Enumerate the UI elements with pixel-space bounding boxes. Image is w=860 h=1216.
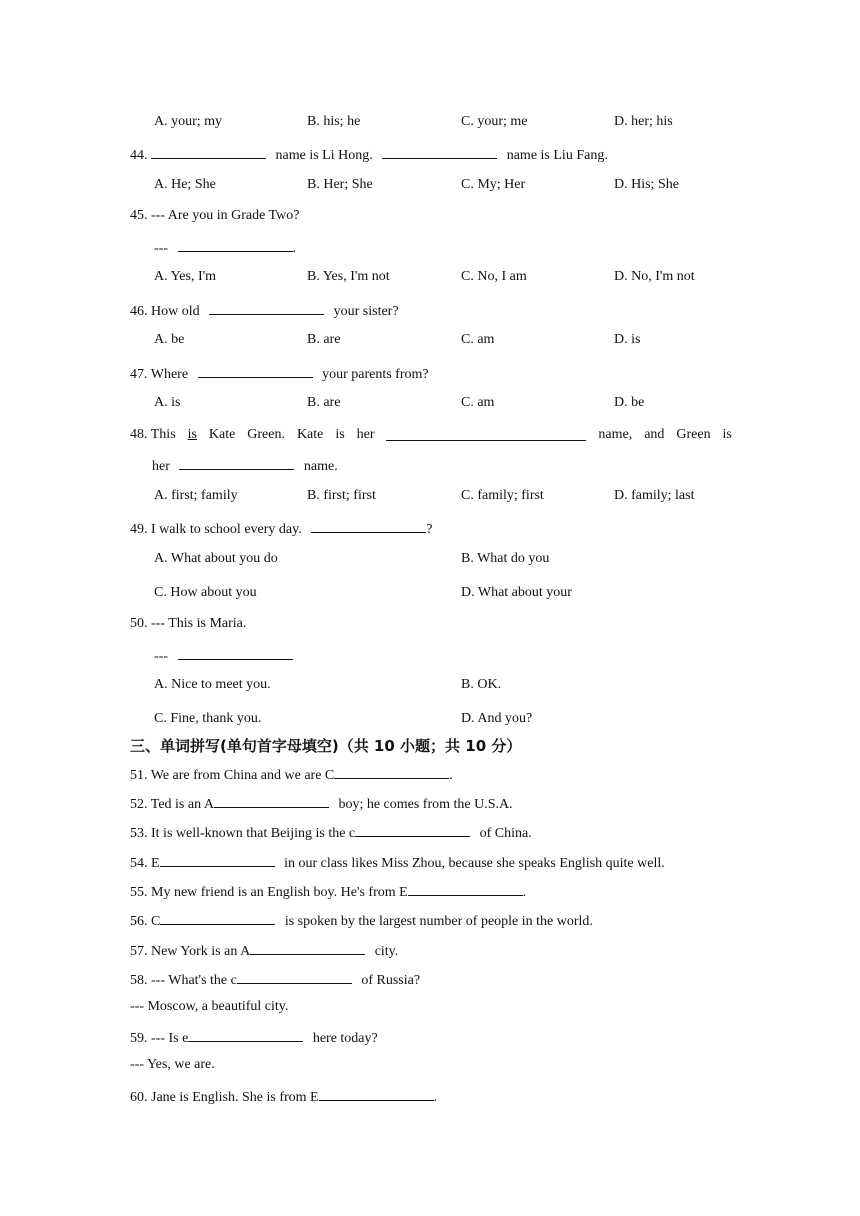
q48-word-kate: Kate: [208, 427, 236, 442]
q44-option-a: A. He; She: [154, 177, 216, 192]
q49-option-b: B. What do you: [461, 551, 550, 566]
q43-option-c: C. your; me: [461, 114, 528, 129]
q48-line2-text-1: her: [152, 459, 170, 474]
q58-answer: --- Moscow, a beautiful city.: [130, 999, 289, 1014]
q46-option-a: A. be: [154, 332, 185, 347]
q48-word-green-2: Green: [676, 427, 711, 442]
q59: [130, 1027, 378, 1048]
q56-text-1: 56. C: [130, 914, 161, 929]
q47-option-d: D. be: [614, 395, 645, 410]
q52-blank: [214, 793, 329, 808]
q48-line2-text-2: name.: [303, 459, 338, 474]
section-3-heading: 三、单词拼写(单句首字母填空)（共 10 小题；共 10 分）: [130, 737, 522, 755]
q45-response: [154, 237, 296, 258]
q48-stem-line-1: [130, 426, 732, 444]
q44-text-2: name is Liu Fang.: [506, 148, 608, 163]
q47-text-1: 47. Where: [130, 367, 189, 382]
q43-option-d: D. her; his: [614, 114, 673, 129]
q57-text-1: 57. New York is an A: [130, 944, 251, 959]
q48-blank-2: [179, 455, 294, 470]
q57-blank: [250, 940, 365, 955]
q53: [130, 822, 532, 843]
q53-text-1: 53. It is well-known that Beijing is the c: [130, 826, 356, 841]
q49-blank: [311, 518, 426, 533]
q52-text-1: 52. Ted is an A: [130, 797, 214, 812]
q60: [130, 1086, 437, 1107]
q54-text-1: 54. E: [130, 856, 160, 871]
q57: [130, 940, 398, 961]
q45-stem: 45. --- Are you in Grade Two?: [130, 208, 300, 223]
q49-stem: [130, 518, 432, 539]
q44-number: 44.: [130, 148, 148, 163]
q45-option-c: C. No, I am: [461, 269, 527, 284]
q49-option-a: A. What about you do: [154, 551, 278, 566]
q60-blank: [319, 1086, 434, 1101]
q51: [130, 764, 453, 785]
q46-option-c: C. am: [461, 332, 495, 347]
q48-option-c: C. family; first: [461, 488, 544, 503]
q57-text-2: city.: [374, 944, 399, 959]
q50-option-c: C. Fine, thank you.: [154, 711, 262, 726]
q48-blank-1: [386, 426, 586, 441]
q44-blank-1: [151, 144, 266, 159]
q44-option-d: D. His; She: [614, 177, 679, 192]
q44-option-c: C. My; Her: [461, 177, 526, 192]
q48-word-green: Green.: [247, 427, 285, 442]
q48-option-b: B. first; first: [307, 488, 376, 503]
q48-word-her: her: [356, 427, 375, 442]
q43-option-a: A. your; my: [154, 114, 223, 129]
q59-text-2: here today?: [312, 1031, 378, 1046]
q51-text-2: .: [449, 768, 453, 783]
q44-blank-2: [382, 144, 497, 159]
q50-option-a: A. Nice to meet you.: [154, 677, 271, 692]
q54: [130, 852, 665, 873]
q59-blank: [188, 1027, 303, 1042]
q48-word-kate-2: Kate: [296, 427, 324, 442]
q58-text-2: of Russia?: [361, 973, 421, 988]
q50-response: [154, 645, 293, 666]
q47-option-a: A. is: [154, 395, 181, 410]
q45-blank: [178, 237, 293, 252]
q55: [130, 881, 526, 902]
q58: [130, 969, 420, 990]
q47-text-2: your parents from?: [322, 367, 429, 382]
q45-period: .: [292, 241, 296, 256]
q53-blank: [355, 822, 470, 837]
q49-qmark: ?: [426, 522, 433, 537]
q60-text-1: 60. Jane is English. She is from E: [130, 1090, 319, 1105]
q48-word-this: 48. This: [130, 427, 176, 442]
q55-blank: [408, 881, 523, 896]
q47-stem: [130, 363, 429, 384]
q43-option-b: B. his; he: [307, 114, 361, 129]
q46-option-d: D. is: [614, 332, 641, 347]
q48-word-is-2: is: [335, 427, 345, 442]
q48-word-is-3: is: [722, 427, 732, 442]
q48-option-d: D. family; last: [614, 488, 695, 503]
q51-blank: [334, 764, 449, 779]
q59-text-1: 59. --- Is e: [130, 1031, 189, 1046]
q53-text-2: of China.: [479, 826, 532, 841]
q48-word-and: and: [644, 427, 665, 442]
q49-text: 49. I walk to school every day.: [130, 522, 302, 537]
q46-blank: [209, 300, 324, 315]
q54-blank: [160, 852, 275, 867]
q56: [130, 910, 593, 931]
q47-blank: [198, 363, 313, 378]
q45-option-a: A. Yes, I'm: [154, 269, 217, 284]
q52-text-2: boy; he comes from the U.S.A.: [338, 797, 513, 812]
q45-dash: ---: [154, 241, 168, 256]
q44-option-b: B. Her; She: [307, 177, 373, 192]
q49-option-d: D. What about your: [461, 585, 572, 600]
q56-text-2: is spoken by the largest number of people in the world.: [284, 914, 593, 929]
q58-text-1: 58. --- What's the c: [130, 973, 237, 988]
q55-text-1: 55. My new friend is an English boy. He's from E: [130, 885, 408, 900]
q55-text-2: .: [522, 885, 527, 900]
q44-stem: [130, 144, 608, 165]
q48-stem-line-2: [152, 455, 338, 476]
q46-text-1: 46. How old: [130, 304, 200, 319]
q51-text-1: 51. We are from China and we are C: [130, 768, 335, 783]
q45-option-d: D. No, I'm not: [614, 269, 695, 284]
q47-option-b: B. are: [307, 395, 341, 410]
q54-text-2: in our class likes Miss Zhou, because she speaks English quite well.: [284, 856, 665, 871]
q45-option-b: B. Yes, I'm not: [307, 269, 390, 284]
q60-text-2: .: [433, 1090, 438, 1105]
q50-blank: [178, 645, 293, 660]
q44-text-1: name is Li Hong.: [275, 148, 373, 163]
q58-blank: [237, 969, 352, 984]
q59-answer: --- Yes, we are.: [130, 1057, 215, 1072]
q46-option-b: B. are: [307, 332, 341, 347]
q49-option-c: C. How about you: [154, 585, 257, 600]
q47-option-c: C. am: [461, 395, 495, 410]
q48-option-a: A. first; family: [154, 488, 238, 503]
q48-word-name: name,: [598, 427, 633, 442]
q50-stem: 50. --- This is Maria.: [130, 616, 247, 631]
q50-dash: ---: [154, 649, 168, 664]
q46-stem: [130, 300, 399, 321]
q48-word-is: is: [187, 427, 197, 442]
q52: [130, 793, 513, 814]
q50-option-d: D. And you?: [461, 711, 533, 726]
q56-blank: [160, 910, 275, 925]
q50-option-b: B. OK.: [461, 677, 502, 692]
q46-text-2: your sister?: [333, 304, 399, 319]
